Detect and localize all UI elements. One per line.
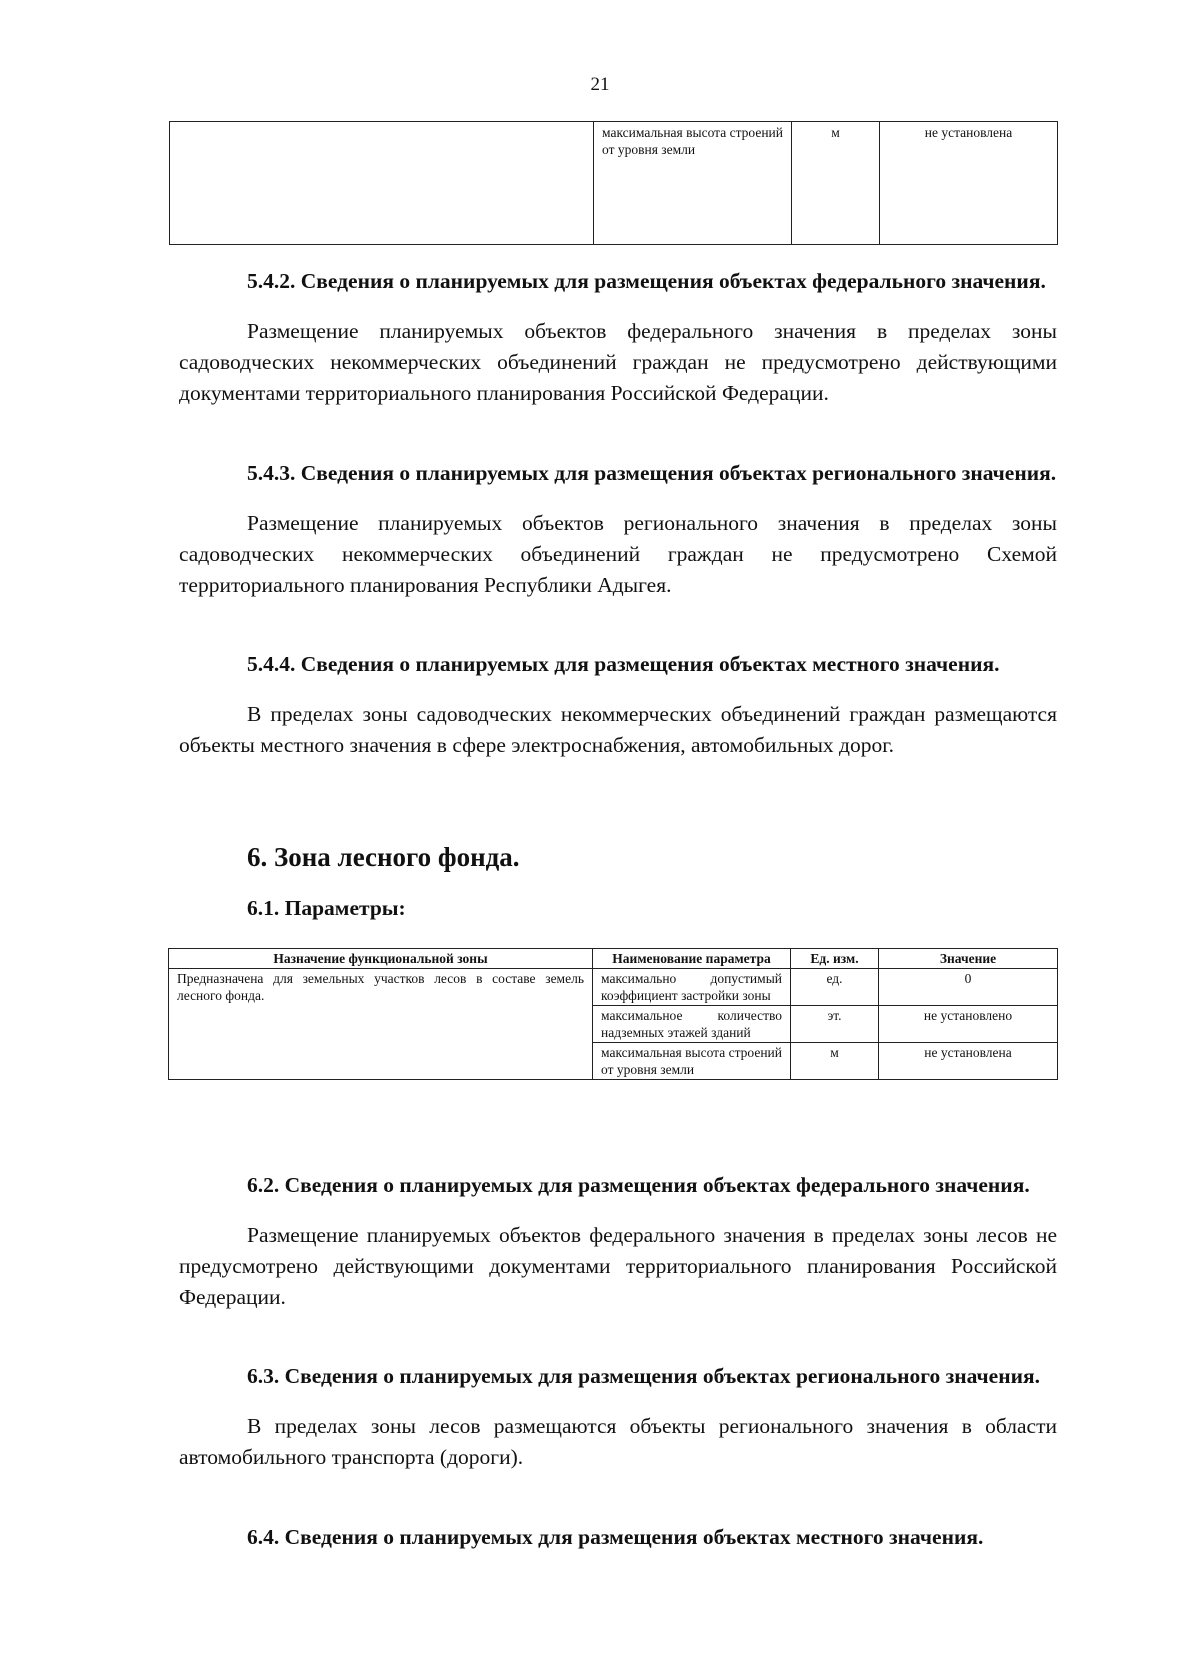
value-cell: не установлена [880,122,1058,245]
param-cell: максимально допустимый коэффициент застройки зоны [593,969,791,1006]
section-6-3 [179,1361,1057,1473]
value-cell: 0 [879,969,1058,1006]
section-paragraph: В пределах зоны лесов размещаются объекты регионального значения в области автомобильного транспорта (дороги). [179,1414,1057,1469]
section-6 [179,840,1057,874]
section-paragraph: Размещение планируемых объектов федерального значения в пределах зоны лесов не предусмотрено действующими документами территориального планирования Российской Федерации. [179,1223,1057,1309]
section-paragraph: Размещение планируемых объектов регионального значения в пределах зоны садоводческих некоммерческих объединений граждан не предусмотрено Схемой территориального планирования Республики Адыгея. [179,511,1057,597]
param-cell: максимальное количество надземных этажей зданий [593,1006,791,1043]
section-paragraph: Размещение планируемых объектов федерального значения в пределах зоны садоводческих некоммерческих объединений граждан не предусмотрено действующими документами территориального планирования Российской Федерации. [179,319,1057,405]
section-heading: 6.4. Сведения о планируемых для размещения объектах местного значения. [247,1525,984,1549]
continued-parameters-table [169,121,1058,245]
section-heading: 6.2. Сведения о планируемых для размещения объектах федерального значения. [247,1173,1030,1197]
section-5-4-2 [179,266,1057,409]
table-row [169,969,1058,1006]
section-6-2 [179,1170,1057,1313]
section-6-4 [179,1522,1057,1552]
unit-cell: эт. [791,1006,879,1043]
section-heading: 5.4.2. Сведения о планируемых для размещения объектах федерального значения. [247,269,1046,293]
unit-cell: м [791,1043,879,1080]
table-header-row [169,949,1058,969]
header-purpose: Назначение функциональной зоны [169,949,593,969]
value-cell: не установлена [879,1043,1058,1080]
param-cell: максимальная высота строений от уровня земли [594,122,792,245]
unit-cell: м [792,122,880,245]
header-value: Значение [879,949,1058,969]
section-paragraph: В пределах зоны садоводческих некоммерческих объединений граждан размещаются объекты местного значения в сфере электроснабжения, автомобильных дорог. [179,702,1057,757]
purpose-cell: Предназначена для земельных участков лесов в составе земель лесного фонда. [169,969,593,1080]
table-row [170,122,1058,245]
section-5-4-3 [179,458,1057,601]
page-number: 21 [590,74,610,95]
section-title: 6.1. Параметры: [247,896,406,920]
header-unit: Ед. изм. [791,949,879,969]
section-title: 6. Зона лесного фонда. [247,842,520,872]
parameters-table [168,948,1058,1080]
section-heading: 6.3. Сведения о планируемых для размещения объектах регионального значения. [247,1364,1040,1388]
purpose-cell [170,122,594,245]
header-parameter: Наименование параметра [593,949,791,969]
section-heading: 5.4.3. Сведения о планируемых для размещения объектах регионального значения. [247,461,1057,485]
section-5-4-4 [179,649,1057,761]
section-6-1 [179,893,1057,923]
param-cell: максимальная высота строений от уровня земли [593,1043,791,1080]
section-heading: 5.4.4. Сведения о планируемых для размещения объектах местного значения. [247,652,1000,676]
value-cell: не установлено [879,1006,1058,1043]
unit-cell: ед. [791,969,879,1006]
